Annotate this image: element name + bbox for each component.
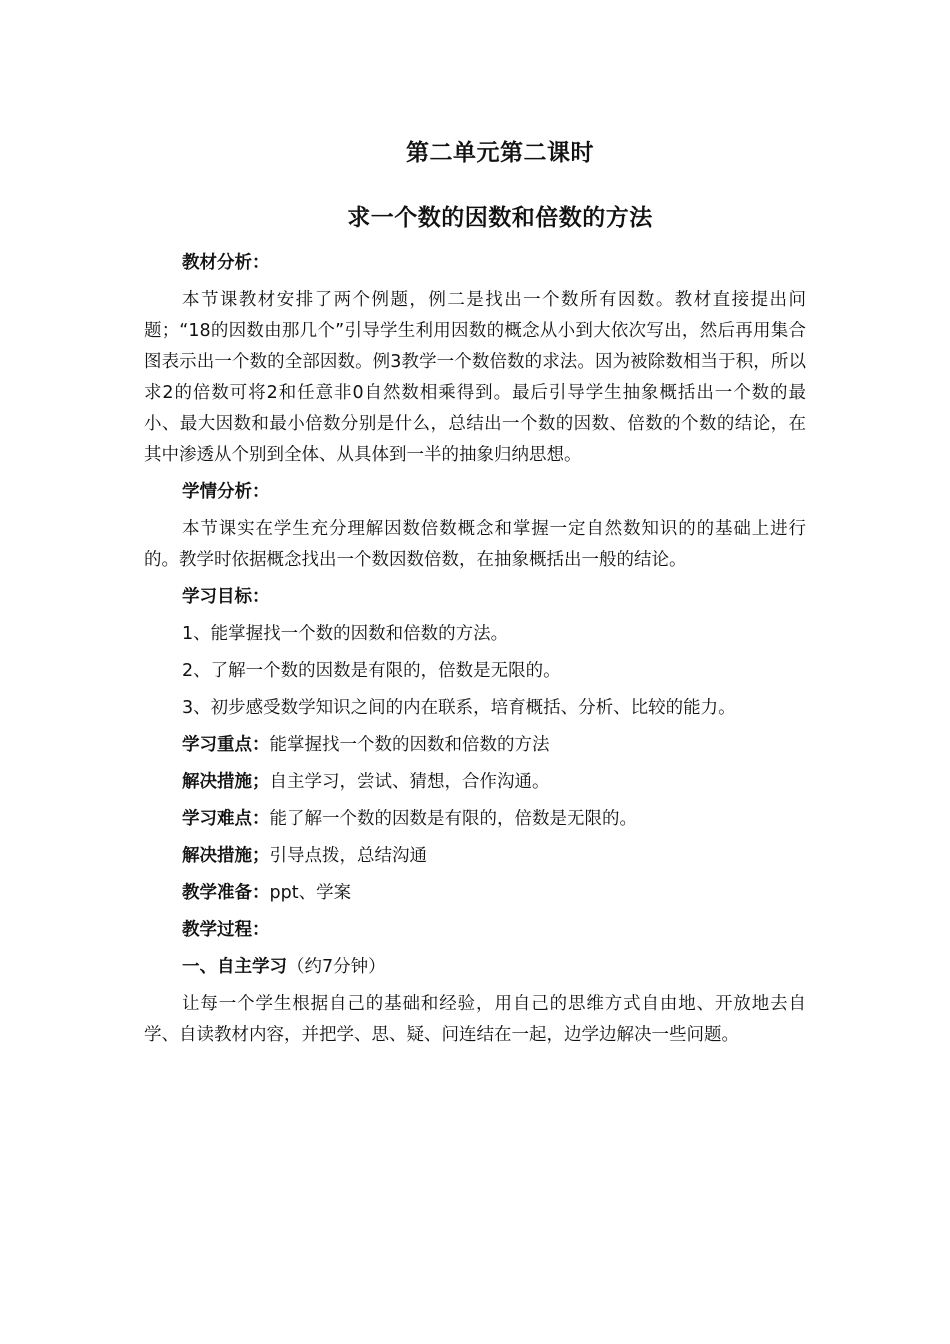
preparation-value: ppt、学案 xyxy=(269,883,352,903)
difficulty-value: 能了解一个数的因数是有限的，倍数是无限的。 xyxy=(269,809,637,829)
goal-item: 1、能掌握找一个数的因数和倍数的方法。 xyxy=(182,624,509,644)
measure-line xyxy=(144,767,806,798)
goal-item: 3、初步感受数学知识之间的内在联系，培育概括、分析、比较的能力。 xyxy=(182,698,736,718)
measure-value: 引导点拨，总结沟通 xyxy=(269,846,427,866)
analysis-heading: 教材分析： xyxy=(182,253,270,273)
process-heading: 教学过程： xyxy=(182,920,270,940)
measure-value: 自主学习，尝试、猜想，合作沟通。 xyxy=(269,772,550,792)
key-point-label: 学习重点： xyxy=(182,735,270,755)
learner-heading: 学情分析： xyxy=(182,482,270,502)
document-body xyxy=(144,248,806,1057)
process-step-label: 一、自主学习 xyxy=(182,957,287,977)
key-point-value: 能掌握找一个数的因数和倍数的方法 xyxy=(269,735,550,755)
goal-item: 2、了解一个数的因数是有限的，倍数是无限的。 xyxy=(182,661,561,681)
process-step-paragraph: 让每一个学生根据自己的基础和经验，用自己的思维方式自由地、开放地去自学、自读教材内容，并把学、思、疑、问连结在一起，边学边解决一些问题。 xyxy=(144,994,806,1045)
process-step-heading xyxy=(144,952,806,983)
document-title: 第二单元第二课时 xyxy=(406,140,594,166)
measure-line xyxy=(144,841,806,872)
process-step-time: （约7分钟） xyxy=(287,957,386,977)
difficulty-line xyxy=(144,804,806,835)
learner-paragraph: 本节课实在学生充分理解因数倍数概念和掌握一定自然数知识的的基础上进行的。教学时依据概念找出一个数因数倍数，在抽象概括出一般的结论。 xyxy=(144,519,806,570)
measure-label: 解决措施； xyxy=(182,772,270,792)
analysis-paragraph: 本节课教材安排了两个例题，例二是找出一个数所有因数。教材直接提出问题；“18的因数由那几个”引导学生利用因数的概念从小到大依次写出，然后再用集合图表示出一个数的全部因数。例3教学一个数倍数的求法。因为被除数相当于积，所以求2的倍数可将2和任意非0自然数相乘得到。最后引导学生抽象概括出一个数的最小、最大因数和最小倍数分别是什么，总结出一个数的因数、倍数的个数的结论，在其中渗透从个别到全体、从具体到一半的抽象归纳思想。 xyxy=(144,290,806,465)
goals-heading: 学习目标： xyxy=(182,587,270,607)
preparation-line xyxy=(144,878,806,909)
preparation-label: 教学准备： xyxy=(182,883,270,903)
document-subtitle: 求一个数的因数和倍数的方法 xyxy=(347,205,653,231)
measure-label: 解决措施； xyxy=(182,846,270,866)
key-point-line xyxy=(144,730,806,761)
difficulty-label: 学习难点： xyxy=(182,809,270,829)
